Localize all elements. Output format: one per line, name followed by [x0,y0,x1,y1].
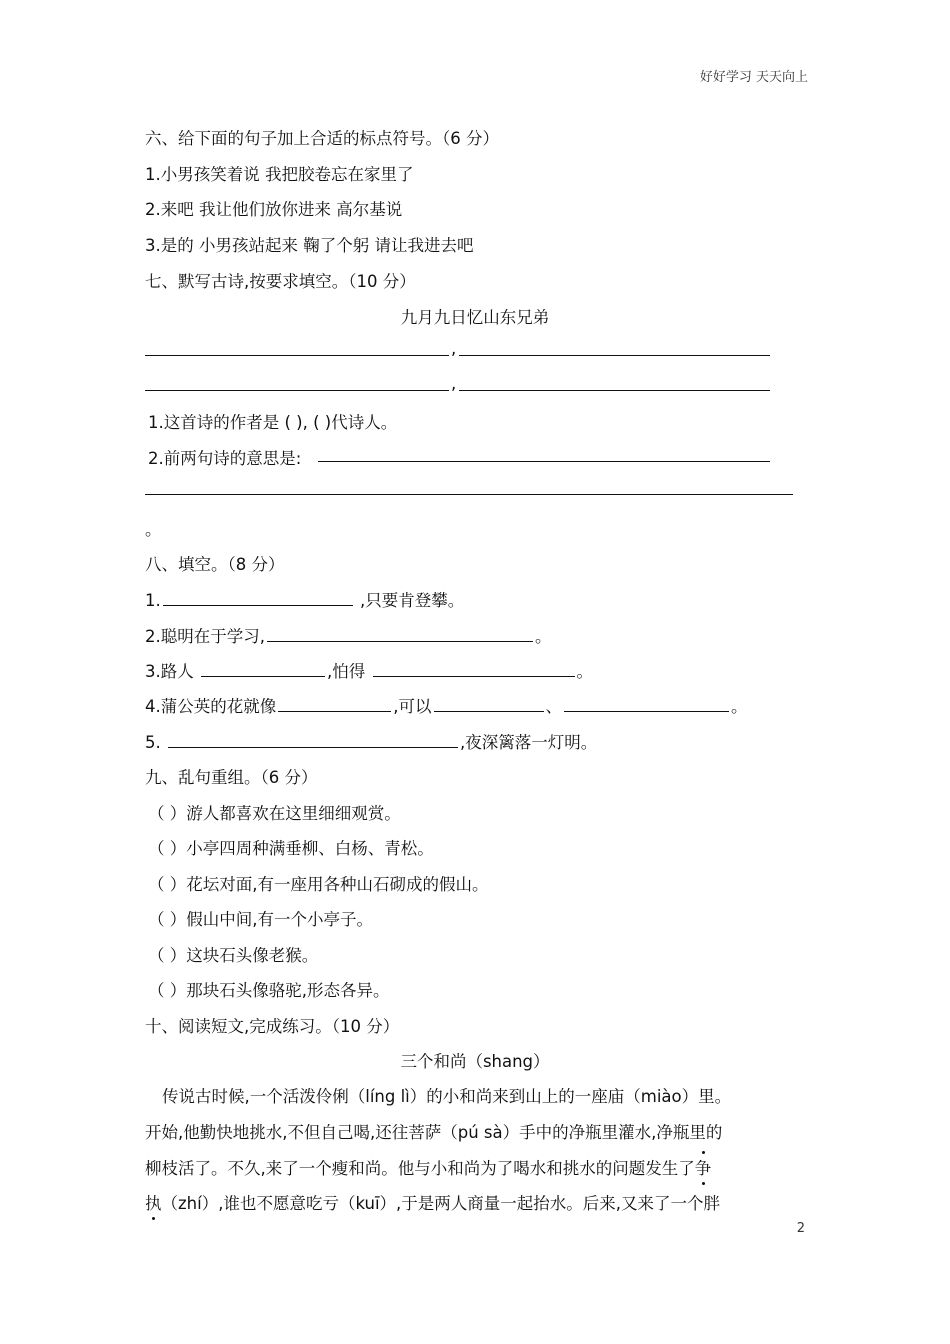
meaning-blank-2[interactable] [145,494,793,495]
q3-prefix: 3.路人 [145,662,199,681]
reorder-item[interactable]: （ ）游人都喜欢在这里细细观赏。 [148,804,401,823]
q4-blank-1[interactable] [278,696,391,712]
story-paragraph-line: 开始,他勤快地挑水,不但自己喝,还往菩萨（pú sà）手中的净瓶里灌水,净瓶里的 [145,1123,723,1142]
story-text: 柳枝活了。不久,来了一个瘦和尚。他与小和尚为了喝水和挑水的问题发生了 [145,1159,695,1178]
section8-title: 八、填空。（8 分） [145,555,285,574]
q1-suffix: ,只要肯登攀。 [354,591,465,610]
meaning-blank-1[interactable] [318,461,770,462]
reorder-item[interactable]: （ ）花坛对面,有一座用各种山石砌成的假山。 [148,875,489,894]
story-paragraph-line [145,1190,720,1214]
reorder-item[interactable]: （ ）这块石头像老猴。 [148,946,319,965]
q4-blank-2[interactable] [434,696,544,712]
section8-q5 [145,729,597,753]
end-mark: 。 [145,520,162,539]
q3-mid: ,怕得 [327,662,371,681]
poem-line-2-blank[interactable] [459,355,770,356]
emphasis-char: 执 [145,1190,162,1214]
emphasis-char: 争 [695,1155,712,1179]
section7-q1: 1.这首诗的作者是 ( ), ( )代诗人。 [148,413,398,432]
section6-item: 2.来吧 我让他们放你进来 高尔基说 [145,200,403,219]
q5-suffix: ,夜深篱落一灯明。 [460,733,598,752]
poem-title: 九月九日忆山东兄弟 [400,308,550,327]
section8-q1 [145,587,464,611]
q4-suffix: 。 [731,697,748,716]
reorder-item[interactable]: （ ）假山中间,有一个小亭子。 [148,910,373,929]
section6-item: 3.是的 小男孩站起来 鞠了个躬 请让我进去吧 [145,236,474,255]
q4-mid1: ,可以 [393,697,432,716]
section8-q2 [145,623,552,647]
q3-blank-1[interactable] [201,661,325,677]
section8-q3 [145,658,593,682]
q5-prefix: 5. [145,733,166,752]
story-paragraph-line [145,1155,711,1179]
q4-blank-3[interactable] [564,696,729,712]
q5-blank[interactable] [168,732,458,748]
story-title: 三个和尚（shang） [400,1052,550,1071]
poem-comma: , [451,339,457,358]
q4-prefix: 4.蒲公英的花就像 [145,697,277,716]
story-text: （zhí）,谁也不愿意吃亏（kuī）,于是两人商量一起抬水。后来,又来了一个胖 [161,1194,721,1213]
section6-item: 1.小男孩笑着说 我把胶卷忘在家里了 [145,165,414,184]
section7-q2: 2.前两句诗的意思是: [148,449,302,468]
section9-title: 九、乱句重组。（6 分） [145,768,318,787]
section7-title: 七、默写古诗,按要求填空。（10 分） [145,272,416,291]
poem-line-1-blank[interactable] [145,355,449,356]
q1-blank[interactable] [163,590,353,606]
page-number: 2 [796,1221,805,1236]
section6-title: 六、给下面的句子加上合适的标点符号。（6 分） [145,129,499,148]
q2-blank[interactable] [267,626,533,642]
section10-title: 十、阅读短文,完成练习。（10 分） [145,1017,400,1036]
q3-blank-2[interactable] [373,661,575,677]
poem-line-4-blank[interactable] [459,390,770,391]
reorder-item[interactable]: （ ）小亭四周种满垂柳、白杨、青松。 [148,839,434,858]
q2-prefix: 2.聪明在于学习, [145,627,265,646]
section8-q4 [145,693,748,717]
q2-suffix: 。 [535,627,552,646]
reorder-item[interactable]: （ ）那块石头像骆驼,形态各异。 [148,981,390,1000]
poem-comma: , [451,374,457,393]
story-paragraph-line: 传说古时候,一个活泼伶俐（líng lì）的小和尚来到山上的一座庙（miào）里。 [162,1087,732,1106]
header-motto: 好好学习 天天向上 [699,70,808,85]
q1-prefix: 1. [145,591,161,610]
q3-suffix: 。 [576,662,593,681]
poem-line-3-blank[interactable] [145,390,449,391]
q4-mid2: 、 [545,697,562,716]
